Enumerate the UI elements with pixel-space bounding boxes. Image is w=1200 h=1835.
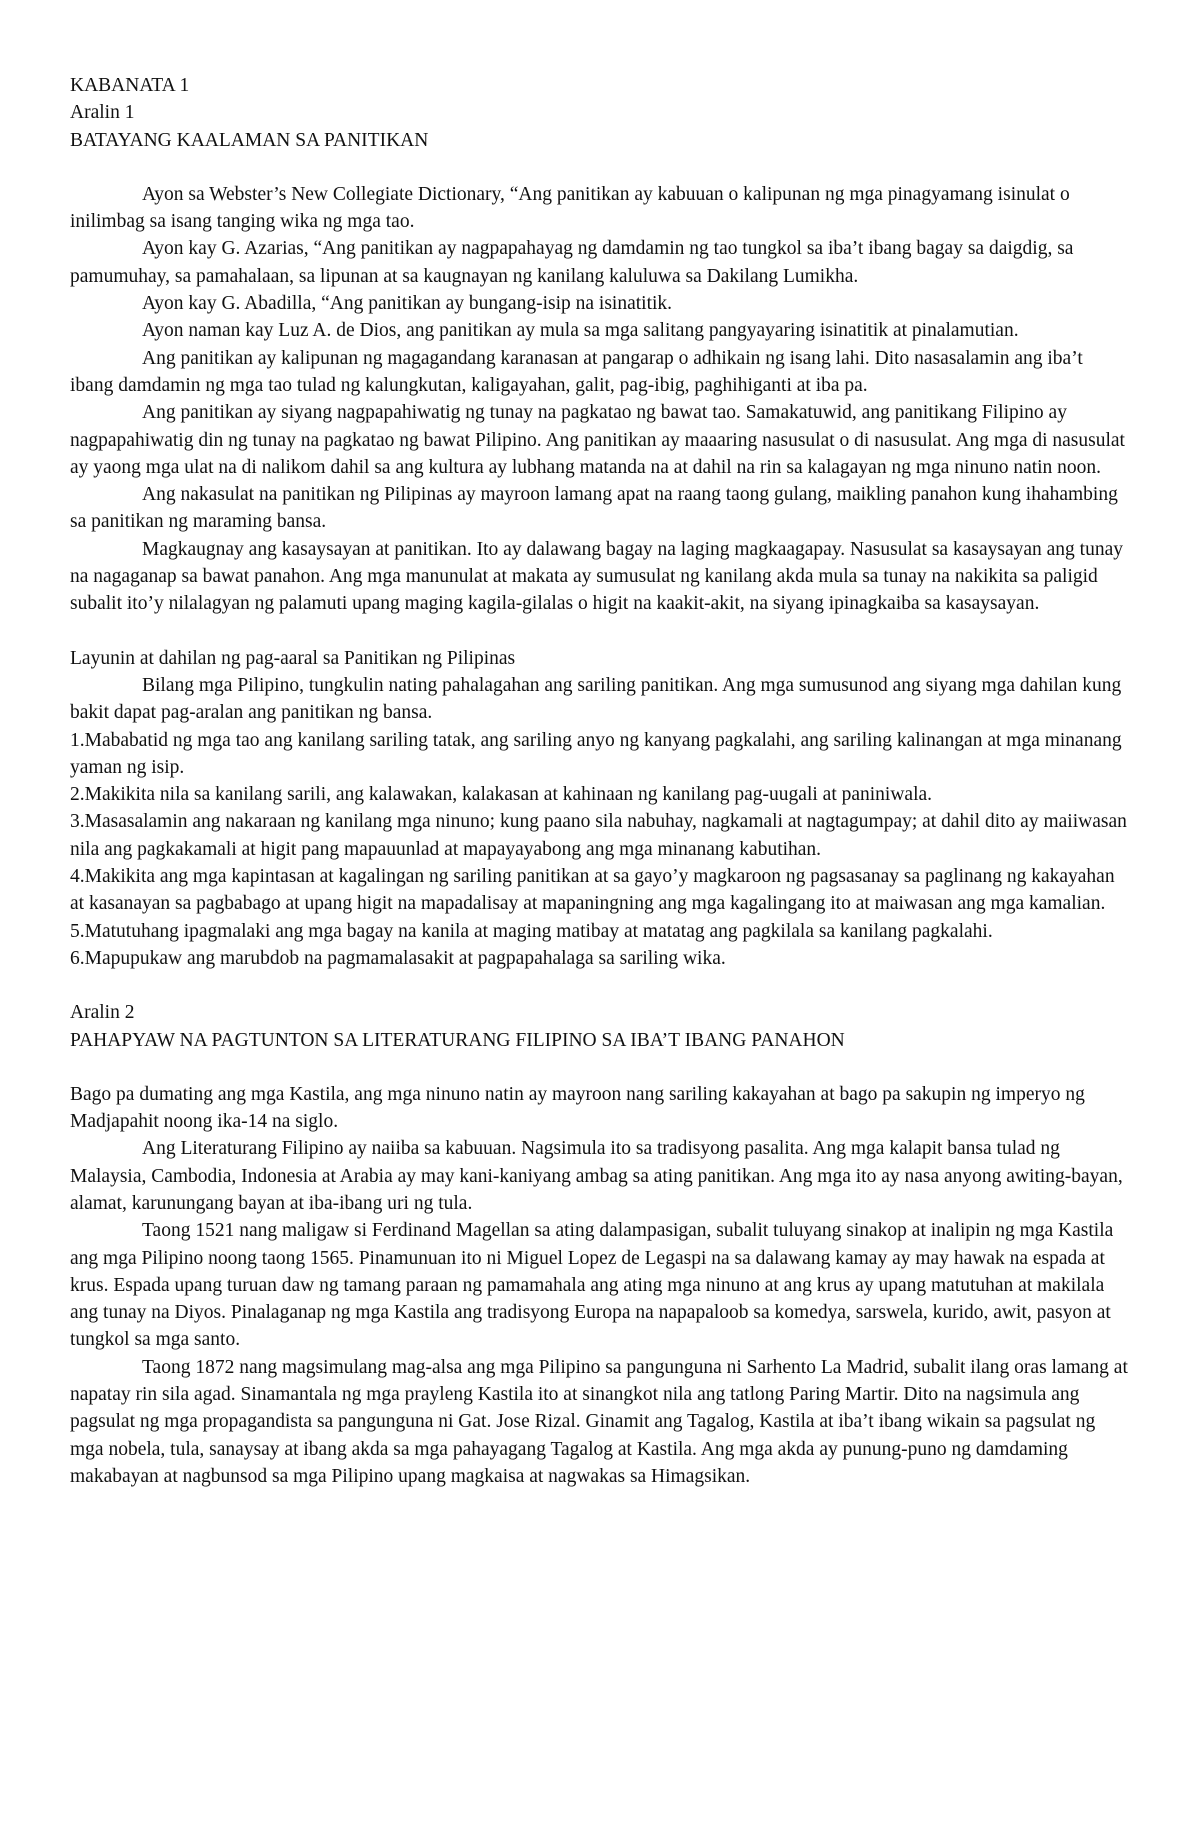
paragraph: Ang Literaturang Filipino ay naiiba sa kabuuan. Nagsimula ito sa tradisyong pasalita. Ang mga kalapit bansa tulad ng Malaysia, Cambodia, Indonesia at Arabia ay may kani-kaniyang ambag sa ating panitikan. Ang mga ito ay nasa anyong awiting-bayan, alamat, karunungang bayan at iba-ibang uri ng tula. <box>70 1138 1123 1214</box>
spacer <box>70 972 1130 999</box>
list-item: 4.Makikita ang mga kapintasan at kagalingan ng sariling panitikan at sa gayo’y magkaroon ng pagsasanay sa paglinang ng kakayahan at kasanayan sa pagbabago at upang higit na mapadalisay at mapaningning ang mga kagalingang ito at maiwasan ang mga kamalian. <box>70 866 1115 915</box>
list-item: 3.Masasalamin ang nakaraan ng kanilang mga ninuno; kung paano sila nabuhay, nagkamali at nagtagumpay; at dahil dito ay maiiwasan nila ang pagkakamali at higit pang mapauunlad at mapayayabong ang mga minanang kabutihan. <box>70 811 1127 860</box>
lesson-label: Aralin 2 <box>70 1002 135 1024</box>
lesson-title: BATAYANG KAALAMAN SA PANITIKAN <box>70 129 429 151</box>
spacer <box>70 1054 1130 1081</box>
paragraph: Taong 1521 nang maligaw si Ferdinand Magellan sa ating dalampasigan, subalit tuluyang sinakop at inalipin ng mga Kastila ang mga Pilipino noong taong 1565. Pinamunuan ito ni Miguel Lopez de Legaspi na sa dalawang kamay ay may hawak na espada at krus. Espada upang turuan daw ng tamang paraan ng pamamahala ang ating mga ninuno at ang krus ay upang matutuhan at makilala ang tunay na Diyos. Pinalaganap ng mga Kastila ang tradisyong Europa na napapaloob sa komedya, sarswela, kurido, awit, pasyon at tungkol sa mga santo. <box>70 1220 1114 1351</box>
paragraph: Ayon kay G. Azarias, “Ang panitikan ay nagpapahayag ng damdamin ng tao tungkol sa iba’t ibang bagay sa daigdig, sa pamumuhay, sa pamahalaan, sa lipunan at sa kaugnayan ng kanilang kaluluwa sa Dakilang Lumikha. <box>70 238 1074 287</box>
spacer <box>70 618 1130 645</box>
list-item: 6.Mapupukaw ang marubdob na pagmamalasakit at pagpapahalaga sa sariling wika. <box>70 947 726 969</box>
paragraph: Ayon sa Webster’s New Collegiate Dictionary, “Ang panitikan ay kabuuan o kalipunan ng mga pinagyamang isinulat o inilimbag sa isang tanging wika ng mga tao. <box>70 183 1070 233</box>
paragraph: Magkaugnay ang kasaysayan at panitikan. Ito ay dalawang bagay na laging magkaagapay. Nasusulat sa kasaysayan ang tunay na nagaganap sa bawat panahon. Ang mga manunulat at makata ay sumusulat ng kanilang akda mula sa tunay na nakikita sa paligid subalit ito’y nilalagyan ng palamuti upang maging kagila-gilalas o higit na kaakit-akit, na siyang ipinagkaiba sa kasaysayan. <box>70 538 1123 615</box>
paragraph: Ang panitikan ay siyang nagpapahiwatig ng tunay na pagkatao ng bawat tao. Samakatuwid, ang panitikang Filipino ay nagpapahiwatig din ng tunay na pagkatao ng bawat Pilipino. Ang panitikan ay maaaring nasusulat o di nasusulat. Ang mga di nasusulat ay yaong mga ulat na di nalikom dahil sa ang kultura ay lubhang matanda na at dahil na rin sa kalagayan ng mga ninuno natin noon. <box>70 402 1125 478</box>
paragraph: Ang panitikan ay kalipunan ng magagandang karanasan at pangarap o adhikain ng isang lahi. Dito nasasalamin ang iba’t ibang damdamin ng mga tao tulad ng kalungkutan, kaligayahan, galit, pag-ibig, paghihiganti at iba pa. <box>70 347 1083 396</box>
paragraph: Ayon naman kay Luz A. de Dios, ang panitikan ay mula sa mga salitang pangyayaring isinatitik at pinalamutian. <box>142 320 1019 342</box>
spacer <box>70 154 1130 181</box>
section-lesson-2 <box>70 999 1130 1490</box>
section-introduction <box>70 181 1130 618</box>
paragraph: Taong 1872 nang magsimulang mag-alsa ang mga Pilipino sa pangunguna ni Sarhento La Madrid, subalit ilang oras lamang at napatay rin sila agad. Sinamantala ng mga prayleng Kastila ito at sinangkot nila ang tatlong Paring Martir. Dito na nagsimula ang pagsulat ng mga propagandista sa pangunguna ni Gat. Jose Rizal. Ginamit ang Tagalog, Kastila at iba’t ibang wikain sa pagsulat ng mga nobela, tula, sanaysay at ibang akda sa mga pahayagang Tagalog at Kastila. Ang mga akda ay punung-puno ng damdaming makabayan at nagbunsod sa mga Pilipino upang magkaisa at nagwakas sa Himagsikan. <box>70 1356 1128 1487</box>
paragraph: Bilang mga Pilipino, tungkulin nating pahalagahan ang sariling panitikan. Ang mga sumusunod ang siyang mga dahilan kung bakit dapat pag-aralan ang panitikan ng bansa. <box>70 674 1122 724</box>
section-heading: Layunin at dahilan ng pag-aaral sa Panitikan ng Pilipinas <box>70 647 516 669</box>
paragraph: Ang nakasulat na panitikan ng Pilipinas ay mayroon lamang apat na raang taong gulang, maikling panahon kung ihahambing sa panitikan ng maraming bansa. <box>70 484 1118 533</box>
list-item: 2.Makikita nila sa kanilang sarili, ang kalawakan, kalakasan at kahinaan ng kanilang pag-uugali at paniniwala. <box>70 784 933 806</box>
list-item: 5.Matutuhang ipagmalaki ang mga bagay na kanila at maging matibay at matatag ang pagkilala sa kanilang pagkalahi. <box>70 920 993 942</box>
chapter-label: KABANATA 1 <box>70 75 190 96</box>
numbered-list <box>70 727 1130 973</box>
paragraph: Ayon kay G. Abadilla, “Ang panitikan ay bungang-isip na isinatitik. <box>142 293 673 315</box>
paragraph: Bago pa dumating ang mga Kastila, ang mga ninuno natin ay mayroon nang sariling kakayahan at bago pa sakupin ng imperyo ng Madjapahit noong ika-14 na siglo. <box>70 1083 1085 1133</box>
list-item: 1.Mababatid ng mga tao ang kanilang sariling tatak, ang sariling anyo ng kanyang pagkalahi, ang sariling kalinangan at mga minanang yaman ng isip. <box>70 729 1122 778</box>
lesson-label: Aralin 1 <box>70 102 135 124</box>
section-objectives <box>70 645 1130 973</box>
lesson-title: PAHAPYAW NA PAGTUNTON SA LITERATURANG FILIPINO SA IBA’T IBANG PANAHON <box>70 1029 845 1051</box>
